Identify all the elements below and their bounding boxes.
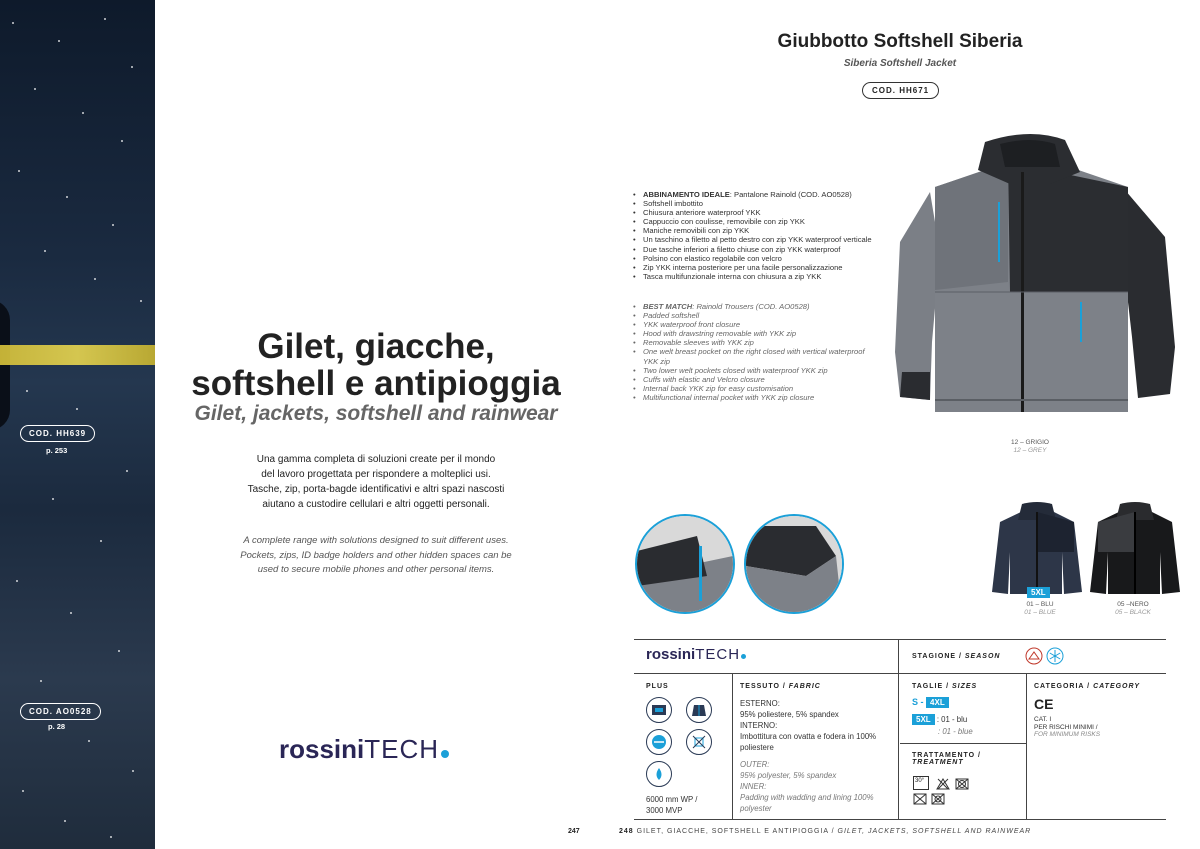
- care-icons-row-2: [913, 792, 945, 810]
- category-text: CAT. I PER RISCHI MINIMI / FOR MINIMUM RISKS: [1034, 716, 1101, 738]
- rossini-tech-logo-small: rossiniTECH: [646, 646, 746, 663]
- fabric-it: ESTERNO: 95% poliestere, 5% spandex INTERNO: Imbottitura con ovatta e fodera in 100% poliestere: [740, 699, 877, 752]
- section-heading-en: Gilet, jackets, softshell and rainwear: [194, 402, 558, 425]
- no-tumble-dry-icon: [955, 778, 969, 790]
- feature-item: • YKK waterproof front closure: [633, 320, 881, 329]
- yellow-stripe: [0, 345, 155, 365]
- sizes-header: TAGLIE / SIZES: [912, 683, 978, 690]
- size-extra-en: : 01 - blue: [938, 727, 973, 736]
- page-ref-2[interactable]: p. 28: [48, 722, 66, 731]
- badge-holder-icon: [646, 697, 672, 723]
- waterproof-icon: [646, 761, 672, 787]
- page-number-left: 247: [568, 828, 580, 835]
- page-ref-1[interactable]: p. 253: [46, 446, 68, 455]
- heading-line-1: Gilet, giacche,: [257, 327, 495, 366]
- feature-item: • Zip YKK interna posteriore per una facile personalizzazione: [633, 263, 881, 272]
- plus-note: 6000 mm WP / 3000 MVP: [646, 795, 698, 815]
- snowflake-icon: [1046, 647, 1064, 665]
- product-subtitle: Siberia Softshell Jacket: [843, 58, 957, 69]
- section-heading-it: [160, 328, 592, 402]
- feature-item: • Tasca multifunzionale interna con chiusura a zip YKK: [633, 272, 881, 281]
- summer-icon: [1025, 647, 1043, 665]
- size-extra: 5XL : 01 - blu: [912, 714, 967, 725]
- size-badge-5xl: 5XL: [1027, 587, 1050, 598]
- no-iron-icon: [913, 793, 927, 805]
- size-range: S - 4XL: [912, 697, 949, 707]
- jacket-black-image: [1088, 502, 1182, 598]
- category-header: CATEGORIA / CATEGORY: [1034, 683, 1141, 690]
- fabric-header: TESSUTO / FABRIC: [740, 683, 821, 690]
- feature-item: • Softshell imbottito: [633, 199, 881, 208]
- footer-running-title: 248 GILET, GIACCHE, SOFTSHELL E ANTIPIOGGIA / GILET, JACKETS, SOFTSHELL AND RAINWEAR: [619, 828, 1032, 835]
- jacket-blue-image: [990, 502, 1084, 598]
- feature-item: • Removable sleeves with YKK zip: [633, 338, 881, 347]
- feature-item: • Polsino con elastico regolabile con velcro: [633, 254, 881, 263]
- code-pill-hh639[interactable]: COD. HH639: [20, 425, 95, 442]
- feature-item: • Hood with drawstring removable with YKK zip: [633, 329, 881, 338]
- detail-circle-sleeve: [744, 514, 844, 614]
- feature-item: • Due tasche inferiori a filetto chiuse con zip YKK waterproof: [633, 245, 881, 254]
- color-caption-grey: 12 – GRIGIO 12 – GREY: [1011, 439, 1049, 454]
- feature-item: • Cappuccio con coulisse, removibile con zip YKK: [633, 217, 881, 226]
- fabric-en: OUTER: 95% polyester, 5% spandex INNER: Padding with wadding and lining 100% polyester: [740, 760, 874, 813]
- color-caption-blue: 01 – BLU 01 – BLUE: [1024, 601, 1056, 616]
- worker-silhouette: [0, 300, 10, 430]
- plus-header: PLUS: [646, 683, 669, 690]
- description-en: A complete range with solutions designed to suit different uses. Pockets, zips, ID badge holders and other hidden spaces can be used to secure mobile phones and other personal items.: [240, 535, 512, 575]
- feature-item: • Padded softshell: [633, 311, 881, 320]
- ce-mark: CE: [1034, 696, 1054, 712]
- treatment-header: TRATTAMENTO / TREATMENT: [912, 752, 981, 766]
- feature-item: • Internal back YKK zip for easy customisation: [633, 384, 881, 393]
- jacket-grey-image: [890, 132, 1180, 437]
- product-code: COD. HH671: [862, 82, 939, 99]
- windproof-icon: [646, 729, 672, 755]
- heading-line-2: softshell e antipioggia: [191, 364, 561, 403]
- removable-sleeves-icon: [686, 697, 712, 723]
- feature-item: • Maniche removibili con zip YKK: [633, 226, 881, 235]
- description-it: Una gamma completa di soluzioni create per il mondo del lavoro progettata per rispondere a molteplici usi. Tasche, zip, porta-bagde identificativi e altri spazi nascosti aiutano a custodire cellulari e altri oggetti personali.: [247, 454, 505, 510]
- feature-item: • Multifunctional internal pocket with YKK zip closure: [633, 393, 881, 402]
- feature-item: • Two lower welt pockets closed with waterproof YKK zip: [633, 366, 881, 375]
- season-header: STAGIONE / SEASON: [912, 653, 1001, 660]
- feature-item: • Cuffs with elastic and Velcro closure: [633, 375, 881, 384]
- wash-30-icon: 30°: [913, 776, 929, 790]
- no-bleach-icon: [936, 778, 950, 790]
- feature-item: • One welt breast pocket on the right closed with vertical waterproof YKK zip: [633, 347, 881, 365]
- feature-item: • BEST MATCH: Rainold Trousers (COD. AO0528): [633, 302, 881, 311]
- color-caption-black: 05 –NERO 05 – BLACK: [1115, 601, 1151, 616]
- breathable-icon: [686, 729, 712, 755]
- feature-item: • Chiusura anteriore waterproof YKK: [633, 208, 881, 217]
- product-title: Giubbotto Softshell Siberia: [777, 31, 1023, 52]
- detail-circle-pocket: [635, 514, 735, 614]
- rossini-tech-logo: rossiniTECH: [279, 734, 449, 765]
- no-dry-clean-icon: [931, 793, 945, 805]
- feature-item: • ABBINAMENTO IDEALE: Pantalone Rainold (COD. AO0528): [633, 190, 881, 199]
- code-pill-ao0528[interactable]: COD. AO0528: [20, 703, 101, 720]
- feature-item: • Un taschino a filetto al petto destro con zip YKK waterproof verticale: [633, 235, 881, 244]
- features-list-it: [633, 190, 881, 281]
- features-list-en: [633, 302, 881, 402]
